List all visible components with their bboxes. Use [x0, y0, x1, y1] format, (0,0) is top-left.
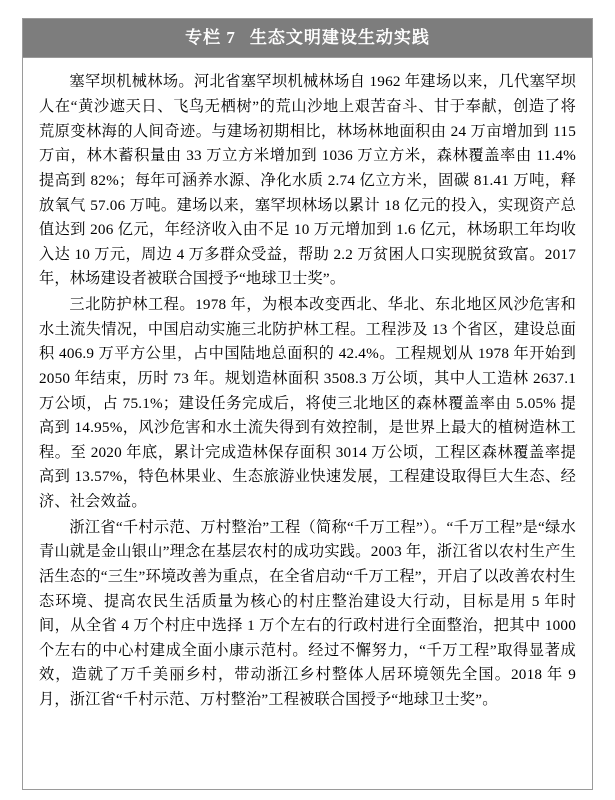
feature-box-title [23, 19, 592, 58]
feature-box-content [23, 58, 592, 720]
feature-box-title-text: 生态文明建设生动实践 [249, 28, 430, 47]
paragraph-saihanba: 塞罕坝机械林场。河北省塞罕坝机械林场自 1962 年建场以来，几代塞罕坝人在“黄沙遮天日、飞鸟无栖树”的荒山沙地上艰苦奋斗、甘于奉献，创造了将荒原变林海的人间奇迹。与建场初期相比，林场林地面积由 24 万亩增加到 115 万亩，林木蓄积量由 33 万立方米增加到 1036 万立方米，森林覆盖率由 11.4% 提高到 82%；每年可涵养水源、净化水质 2.74 亿立方米，固碳 81.41 万吨，释放氧气 57.06 万吨。建场以来，塞罕坝林场以累计 18 亿元的投入，实现资产总值达到 206 亿元，年经济收入由不足 10 万元增加到 1.6 亿元，林场职工年均收入达 10 万元，周边 4 万多群众受益，帮助 2.2 万贫困人口实现脱贫致富。2017 年，林场建设者被联合国授予“地球卫士奖”。 [39, 73, 576, 288]
feature-box [22, 18, 593, 790]
feature-box-title-number: 专栏 7 [185, 28, 236, 47]
paragraph-sanbei-shelterbelt: 三北防护林工程。1978 年，为根本改变西北、华北、东北地区风沙危害和水土流失情况，中国启动实施三北防护林工程。工程涉及 13 个省区，建设总面积 406.9 万平方公里，占中国陆地总面积的 42.4%。工程规划从 1978 年开始到 2050 年结束，历时 73 年。规划造林面积 3508.3 万公顷，其中人工造林 2637.1 万公顷，占 75.1%；建设任务完成后，将使三北地区的森林覆盖率由 5.05% 提高到 14.95%，风沙危害和水土流失得到有效控制，是世界上最大的植树造林工程。至 2020 年底，累计完成造林保存面积 3014 万公顷，工程区森林覆盖率提高到 13.57%，特色林果业、生态旅游业快速发展，工程建设取得巨大生态、经济、社会效益。 [39, 296, 576, 511]
paragraph-zhejiang-thousand-villages: 浙江省“千村示范、万村整治”工程（简称“千万工程”）。“千万工程”是“绿水青山就是金山银山”理念在基层农村的成功实践。2003 年，浙江省以农村生产生活生态的“三生”环境改善为重点，在全省启动“千万工程”，开启了以改善农村生态环境、提高农民生活质量为核心的村庄整治建设大行动，目标是用 5 年时间，从全省 4 万个村庄中选择 1 万个左右的行政村进行全面整治，把其中 1000 个左右的中心村建成全面小康示范村。经过不懈努力，“千万工程”取得显著成效，造就了万千美丽乡村，带动浙江乡村整体人居环境领先全国。2018 年 9 月，浙江省“千村示范、万村整治”工程被联合国授予“地球卫士奖”。 [39, 518, 576, 709]
